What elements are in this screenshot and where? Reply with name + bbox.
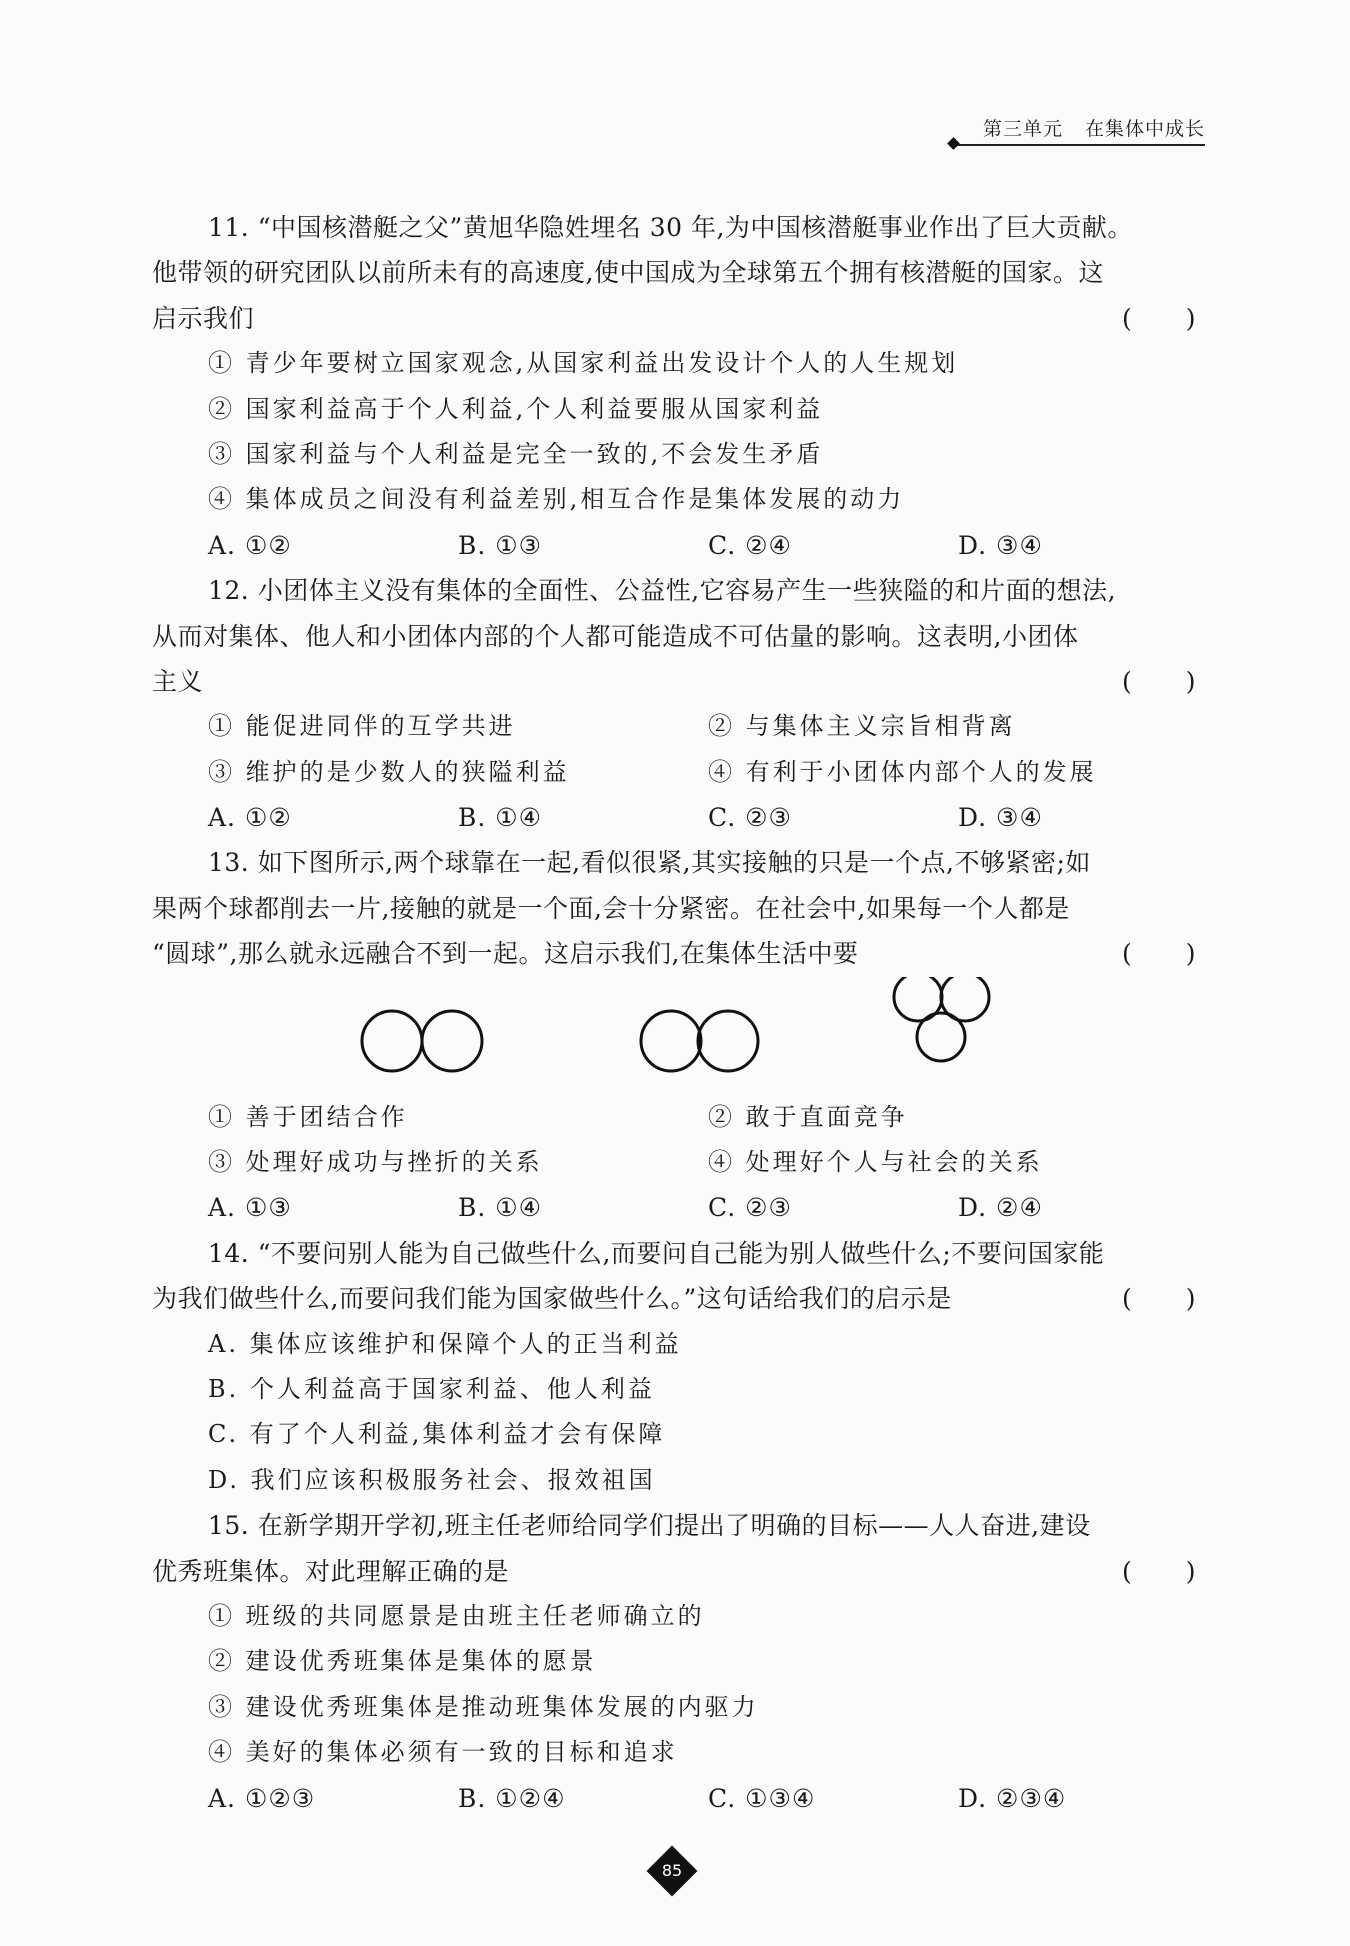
question-13 bbox=[152, 840, 1202, 1230]
q13-option-d: D. ②④ bbox=[958, 1193, 1043, 1223]
q15-item-4: ④ 美好的集体必须有一致的目标和追求 bbox=[208, 1738, 678, 1767]
bracket-open: ( bbox=[1122, 1284, 1133, 1314]
q14-choice-c: C. 有了个人利益,集体利益才会有保障 bbox=[208, 1420, 666, 1449]
q13-line-3-text: “圆球”,那么就永远融合不到一起。这启示我们,在集体生活中要 bbox=[152, 939, 859, 969]
q12-option-d: D. ③④ bbox=[958, 803, 1043, 833]
q13-line-2: 果两个球都削去一片,接触的就是一个面,会十分紧密。在社会中,如果每一个人都是 bbox=[152, 893, 1070, 923]
answer-bracket bbox=[1122, 931, 1202, 976]
q15-item-3: ③ 建设优秀班集体是推动班集体发展的内驱力 bbox=[208, 1692, 759, 1721]
pair1-ball-right bbox=[422, 1011, 482, 1071]
q12-item-2: ② 与集体主义宗旨相背离 bbox=[708, 712, 1016, 741]
q11-item-2: ② 国家利益高于个人利益,个人利益要服从国家利益 bbox=[208, 394, 824, 423]
q11-item-3: ③ 国家利益与个人利益是完全一致的,不会发生矛盾 bbox=[208, 439, 824, 468]
q14-choice-b: B. 个人利益高于国家利益、他人利益 bbox=[208, 1374, 655, 1403]
q13-line-1: 13. 如下图所示,两个球靠在一起,看似很紧,其实接触的只是一个点,不够紧密;如 bbox=[208, 848, 1091, 878]
q11-line-3 bbox=[152, 296, 1202, 341]
q15-line-1: 15. 在新学期开学初,班主任老师给同学们提出了明确的目标——人人奋进,建设 bbox=[208, 1511, 1091, 1541]
q11-options bbox=[152, 523, 1202, 568]
q11-line-2: 他带领的研究团队以前所未有的高速度,使中国成为全球第五个拥有核潜艇的国家。这 bbox=[152, 258, 1104, 288]
triple-ball-bottom bbox=[917, 1013, 965, 1061]
q11-option-a: A. ①② bbox=[208, 530, 292, 560]
answer-bracket bbox=[1122, 659, 1202, 704]
q14-choice-d: D. 我们应该积极服务社会、报效祖国 bbox=[208, 1465, 656, 1494]
header-text bbox=[983, 114, 1205, 141]
q14-choice-a: A. 集体应该维护和保障个人的正当利益 bbox=[208, 1329, 682, 1358]
q15-item-2: ② 建设优秀班集体是集体的愿景 bbox=[208, 1647, 597, 1676]
q13-option-a: A. ①③ bbox=[208, 1193, 292, 1223]
question-15 bbox=[152, 1503, 1202, 1821]
q15-line-2-text: 优秀班集体。对此理解正确的是 bbox=[152, 1556, 510, 1586]
q13-item-3: ③ 处理好成功与挫折的关系 bbox=[208, 1148, 543, 1177]
answer-bracket bbox=[1122, 1549, 1202, 1594]
q12-item-4: ④ 有利于小团体内部个人的发展 bbox=[708, 757, 1097, 786]
q12-item-1: ① 能促进同伴的互学共进 bbox=[208, 712, 516, 741]
q12-options bbox=[152, 795, 1202, 840]
q14-line-1: 14. “不要问别人能为自己做些什么,而要问自己能为别人做些什么;不要问国家能 bbox=[208, 1238, 1105, 1268]
q13-item-4: ④ 处理好个人与社会的关系 bbox=[708, 1148, 1043, 1177]
pair2-ball-left bbox=[641, 1011, 701, 1071]
q12-line-3-text: 主义 bbox=[152, 666, 204, 696]
q11-line-1: 11. “中国核潜艇之父”黄旭华隐姓埋名 30 年,为中国核潜艇事业作出了巨大贡献。 bbox=[208, 213, 1133, 242]
q13-items-row-1 bbox=[152, 1095, 1202, 1140]
q15-options bbox=[152, 1776, 1202, 1821]
q12-option-c: C. ②③ bbox=[708, 803, 792, 833]
q14-line-2 bbox=[152, 1276, 1202, 1321]
q13-option-c: C. ②③ bbox=[708, 1193, 792, 1223]
q12-items-row-2 bbox=[152, 750, 1202, 795]
q15-option-a: A. ①②③ bbox=[208, 1783, 316, 1813]
q13-item-2: ② 敢于直面竞争 bbox=[708, 1102, 908, 1131]
ball-figure bbox=[152, 977, 1202, 1095]
q12-option-b: B. ①④ bbox=[458, 803, 543, 833]
q11-option-b: B. ①③ bbox=[458, 530, 543, 560]
q13-item-1: ① 善于团结合作 bbox=[208, 1102, 408, 1131]
bracket-open: ( bbox=[1122, 1556, 1133, 1586]
question-content bbox=[152, 205, 1202, 1821]
bracket-close: ) bbox=[1185, 303, 1196, 333]
q14-line-2-text: 为我们做些什么,而要问我们能为国家做些什么。”这句话给我们的启示是 bbox=[152, 1284, 952, 1314]
q11-item-4: ④ 集体成员之间没有利益差别,相互合作是集体发展的动力 bbox=[208, 485, 905, 514]
header-rule bbox=[955, 144, 1205, 146]
bracket-open: ( bbox=[1122, 939, 1133, 969]
q15-line-2 bbox=[152, 1549, 1202, 1594]
bracket-close: ) bbox=[1185, 666, 1196, 696]
q12-option-a: A. ①② bbox=[208, 803, 292, 833]
page-number: 85 bbox=[661, 1861, 683, 1880]
unit-header bbox=[955, 112, 1205, 148]
q11-option-d: D. ③④ bbox=[958, 530, 1043, 560]
q15-option-b: B. ①②④ bbox=[458, 1783, 566, 1813]
header-diamond-icon bbox=[947, 137, 960, 150]
q13-options bbox=[152, 1185, 1202, 1230]
q11-item-1: ① 青少年要树立国家观念,从国家利益出发设计个人的人生规划 bbox=[208, 349, 959, 378]
pair2-ball-right bbox=[698, 1011, 758, 1071]
ball-illustration bbox=[152, 977, 1202, 1095]
page-number-badge bbox=[646, 1845, 698, 1897]
q12-items-row-1 bbox=[152, 704, 1202, 749]
bracket-close: ) bbox=[1185, 939, 1196, 969]
bracket-close: ) bbox=[1185, 1284, 1196, 1314]
q13-items-row-2 bbox=[152, 1140, 1202, 1185]
header-title: 在集体中成长 bbox=[1084, 118, 1205, 140]
q15-option-d: D. ②③④ bbox=[958, 1783, 1067, 1813]
q12-line-1: 12. 小团体主义没有集体的全面性、公益性,它容易产生一些狭隘的和片面的想法, bbox=[208, 576, 1117, 606]
q12-line-3 bbox=[152, 659, 1202, 704]
q11-line-3-text: 启示我们 bbox=[152, 303, 255, 333]
question-14 bbox=[152, 1231, 1202, 1503]
q15-option-c: C. ①③④ bbox=[708, 1783, 816, 1813]
question-11 bbox=[152, 205, 1202, 568]
bracket-open: ( bbox=[1122, 303, 1133, 333]
q13-option-b: B. ①④ bbox=[458, 1193, 543, 1223]
q13-line-3 bbox=[152, 931, 1202, 976]
question-12 bbox=[152, 568, 1202, 840]
q12-item-3: ③ 维护的是少数人的狭隘利益 bbox=[208, 757, 570, 786]
header-unit: 第三单元 bbox=[982, 118, 1063, 140]
answer-bracket bbox=[1122, 296, 1202, 341]
q11-option-c: C. ②④ bbox=[708, 530, 792, 560]
bracket-close: ) bbox=[1185, 1556, 1196, 1586]
bracket-open: ( bbox=[1122, 666, 1133, 696]
q15-item-1: ① 班级的共同愿景是由班主任老师确立的 bbox=[208, 1601, 705, 1630]
q12-line-2: 从而对集体、他人和小团体内部的个人都可能造成不可估量的影响。这表明,小团体 bbox=[152, 621, 1079, 651]
answer-bracket bbox=[1122, 1276, 1202, 1321]
pair1-ball-left bbox=[362, 1011, 422, 1071]
